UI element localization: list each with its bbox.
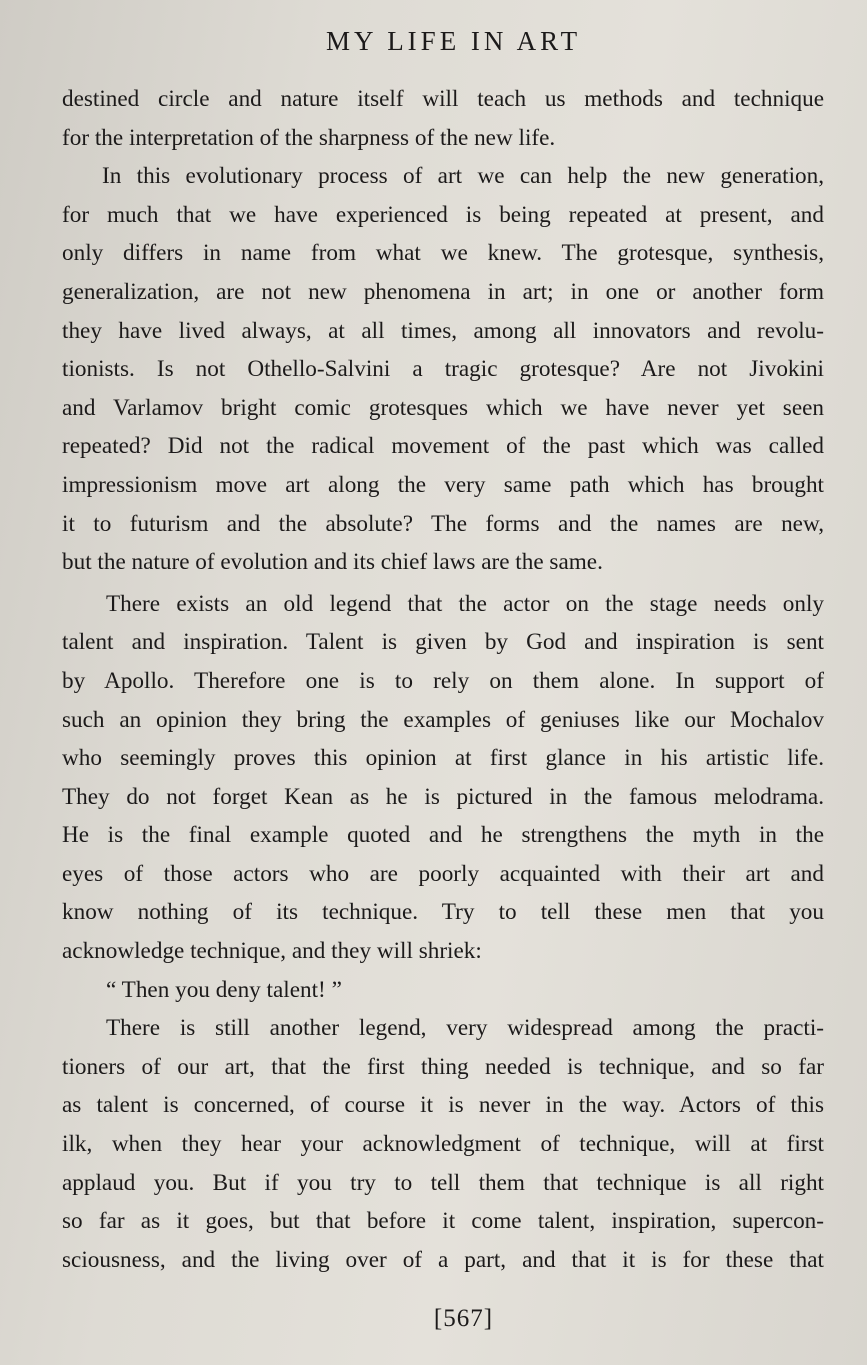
text-line: acknowledge technique, and they will shriek: [62,938,482,965]
text-line: tioners of our art, that the first thing needed is technique, and so far [62,1053,824,1080]
text-line: for the interpretation of the sharpness of the new life. [62,124,556,151]
text-line: but the nature of evolution and its chief laws are the same. [62,549,603,576]
text-line: destined circle and nature itself will teach us methods and technique [62,86,824,112]
text-line: generalization, are not new phenomena in art; in one or another form [62,278,824,305]
text-line: such an opinion they bring the examples of geniuses like our Mochalov [62,706,824,733]
text-line: only differs in name from what we knew. The grotesque, synthesis, [62,240,824,267]
text-line: In this evolutionary process of art we can help the new generation, [102,163,824,190]
text-line: who seemingly proves this opinion at first glance in his artistic life. [62,745,824,772]
page-number: [567] [433,1305,494,1332]
text-line: tionists. Is not Othello-Salvini a tragic grotesque? Are not Jivokini [62,356,824,383]
body-text [62,80,824,1279]
quote-line: “ Then you deny talent! ” [106,976,342,1003]
text-line: repeated? Did not the radical movement of the past which was called [62,433,824,460]
text-line: and Varlamov bright comic grotesques which we have never yet seen [62,394,824,421]
text-line: He is the final example quoted and he strengthens the myth in the [62,822,824,849]
text-line: it to futurism and the absolute? The forms and the names are new, [62,510,824,537]
text-line: by Apollo. Therefore one is to rely on them alone. In support of [62,667,824,694]
text-line: impressionism move art along the very same path which has brought [62,471,824,498]
text-line: They do not forget Kean as he is pictured in the famous melodrama. [62,783,824,810]
text-line: as talent is concerned, of course it is never in the way. Actors of this [62,1092,824,1119]
text-line: they have lived always, at all times, among all innovators and revolu- [62,317,824,344]
text-line: talent and inspiration. Talent is given by God and inspiration is sent [62,629,824,656]
text-line: applaud you. But if you try to tell them that technique is all right [62,1169,824,1196]
text-line: know nothing of its technique. Try to tell these men that you [62,899,824,926]
text-line: ilk, when they hear your acknowledgment of technique, will at first [62,1131,824,1158]
running-head: MY LIFE IN ART [325,26,582,56]
text-line: There is still another legend, very widespread among the practi- [106,1015,824,1042]
text-line: for much that we have experienced is being repeated at present, and [62,201,824,228]
text-line: There exists an old legend that the actor on the stage needs only [106,590,824,617]
text-line: eyes of those actors who are poorly acquainted with their art and [62,860,824,887]
text-line: sciousness, and the living over of a part, and that it is for these that [62,1246,824,1273]
text-line: so far as it goes, but that before it come talent, inspiration, supercon- [62,1208,824,1235]
